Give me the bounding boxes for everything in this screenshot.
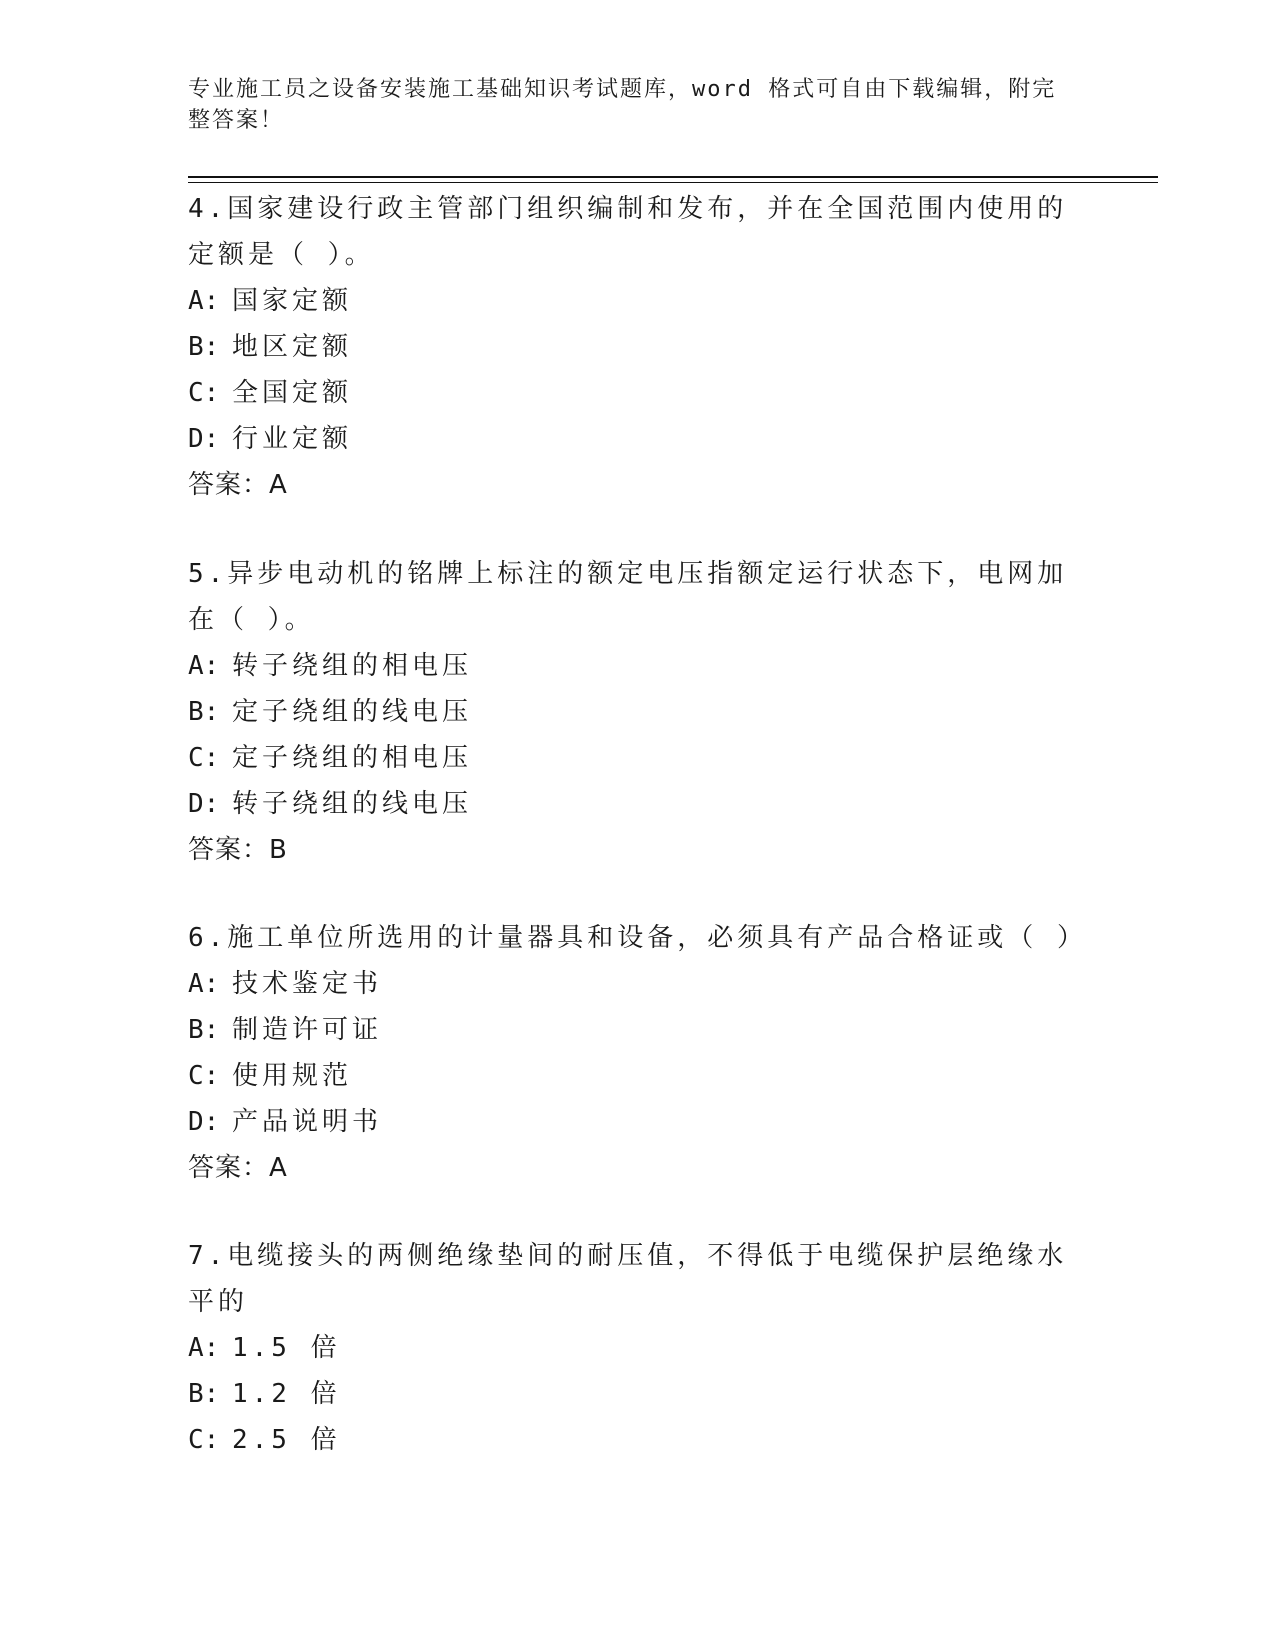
- option-c: [188, 1053, 1088, 1099]
- option-d: [188, 416, 1088, 462]
- question-7: [188, 1233, 1088, 1463]
- option-label: C:: [188, 1425, 220, 1455]
- option-label: A:: [188, 1333, 220, 1363]
- option-label: D:: [188, 424, 220, 454]
- question-stem: 5.异步电动机的铭牌上标注的额定电压指额定运行状态下，电网加在（ ）。: [188, 559, 1068, 635]
- option-b: [188, 324, 1088, 370]
- answer: 答案：B: [188, 835, 288, 865]
- document-header: [188, 74, 1068, 136]
- option-label: D:: [188, 1107, 220, 1137]
- document-title: 专业施工员之设备安装施工基础知识考试题库，word 格式可自由下载编辑，附完整答案！: [188, 77, 1057, 133]
- header-divider-thick: [188, 176, 1158, 178]
- option-text: 2.5 倍: [232, 1425, 341, 1455]
- question-stem: 7.电缆接头的两侧绝缘垫间的耐压值，不得低于电缆保护层绝缘水平的: [188, 1241, 1068, 1317]
- option-b: [188, 1371, 1088, 1417]
- option-text: 地区定额: [232, 332, 353, 362]
- option-text: 转子绕组的线电压: [232, 789, 473, 819]
- option-text: 1.5 倍: [232, 1333, 341, 1363]
- option-label: B:: [188, 332, 220, 362]
- option-label: D:: [188, 789, 220, 819]
- question-stem: 6.施工单位所选用的计量器具和设备，必须具有产品合格证或（ ）: [188, 923, 1087, 953]
- option-d: [188, 781, 1088, 827]
- option-d: [188, 1099, 1088, 1145]
- option-label: C:: [188, 378, 220, 408]
- option-a: [188, 278, 1088, 324]
- option-c: [188, 735, 1088, 781]
- option-text: 制造许可证: [232, 1015, 383, 1045]
- option-label: B:: [188, 1015, 220, 1045]
- option-text: 国家定额: [232, 286, 353, 316]
- option-text: 全国定额: [232, 378, 353, 408]
- option-b: [188, 1007, 1088, 1053]
- option-label: C:: [188, 743, 220, 773]
- answer: 答案：A: [188, 470, 288, 500]
- option-label: C:: [188, 1061, 220, 1091]
- question-6: [188, 915, 1088, 1191]
- option-label: B:: [188, 697, 220, 727]
- option-text: 1.2 倍: [232, 1379, 341, 1409]
- question-4: [188, 186, 1088, 508]
- option-text: 产品说明书: [232, 1107, 383, 1137]
- option-label: A:: [188, 651, 220, 681]
- option-label: A:: [188, 286, 220, 316]
- option-text: 使用规范: [232, 1061, 353, 1091]
- option-a: [188, 1325, 1088, 1371]
- answer: 答案：A: [188, 1153, 288, 1183]
- option-b: [188, 689, 1088, 735]
- option-text: 转子绕组的相电压: [232, 651, 473, 681]
- option-text: 定子绕组的相电压: [232, 743, 473, 773]
- option-c: [188, 370, 1088, 416]
- option-text: 行业定额: [232, 424, 353, 454]
- option-text: 技术鉴定书: [232, 969, 383, 999]
- option-text: 定子绕组的线电压: [232, 697, 473, 727]
- option-label: B:: [188, 1379, 220, 1409]
- question-stem: 4.国家建设行政主管部门组织编制和发布，并在全国范围内使用的定额是（ ）。: [188, 194, 1068, 270]
- option-c: [188, 1417, 1088, 1463]
- question-5: [188, 551, 1088, 873]
- option-label: A:: [188, 969, 220, 999]
- option-a: [188, 643, 1088, 689]
- header-divider-thin: [188, 182, 1158, 183]
- option-a: [188, 961, 1088, 1007]
